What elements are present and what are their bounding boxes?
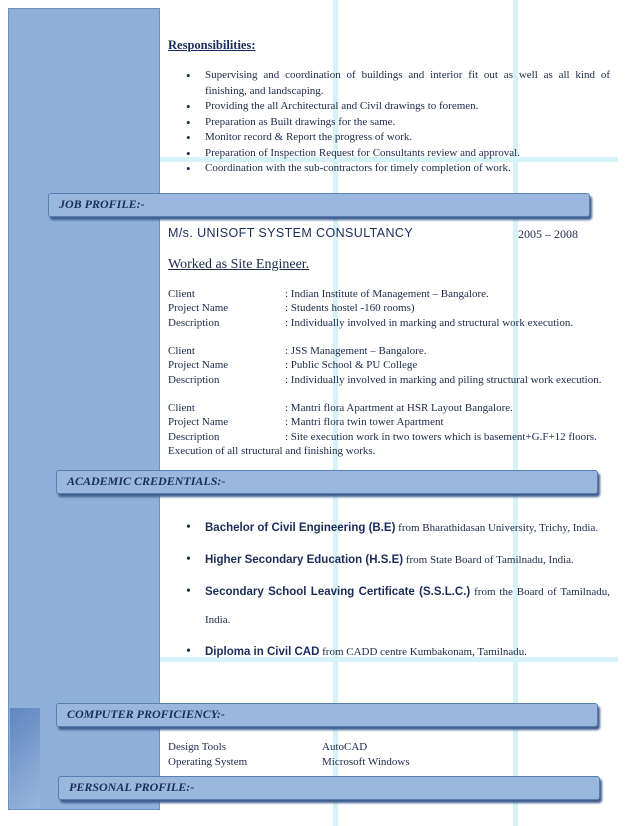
sidebar-panel [8,8,160,810]
employment-years: 2005 – 2008 [518,227,578,241]
field-value: : JSS Management – Bangalore. [285,345,427,357]
sidebar-fold [10,708,40,808]
field-label: Description [168,430,220,443]
section-title: PERSONAL PROFILE:- [69,780,195,794]
degree-detail: from Bharathidasan University, Trichy, India. [395,522,599,534]
company-name: M/s. UNISOFT SYSTEM CONSULTANCY [168,226,414,240]
degree-detail: from the Board of Tamilnadu, India. [205,586,610,626]
skill-label: Design Tools [168,741,227,753]
degree-name: Bachelor of Civil Engineering (B.E) [205,522,396,534]
field-label: Project Name [168,302,229,315]
education-list [168,514,610,666]
degree-detail: from State Board of Tamilnadu, India. [403,554,574,566]
skill-value: Microsoft Windows [322,756,410,768]
list-item [168,638,610,666]
list-item: • Coordination with the sub-contractors for timely completion of work. [168,161,610,177]
section-title: JOB PROFILE:- [59,197,145,211]
field-value: : Indian Institute of Management – Bangalore. [285,288,489,300]
field-value: : Site execution work in two towers which is basement+G.F+12 floors. [285,430,597,443]
field-label: Client [168,288,195,300]
degree-detail: from CADD centre Kumbakonam, Tamilnadu. [319,646,528,658]
job-role: Worked as Site Engineer. [168,257,310,272]
field-value: : Mantri flora twin tower Apartment [285,416,444,429]
field-value: : Students hostel -160 rooms) [285,302,415,315]
section-banner-job-profile [48,193,590,217]
degree-name: Higher Secondary Education (H.S.E) [205,554,404,566]
field-value: : Public School & PU College [285,359,418,372]
project-block [168,287,573,330]
field-label: Client [168,345,195,357]
skill-label: Operating System [168,756,248,768]
field-label: Project Name [168,416,229,429]
section-banner-academic [56,470,598,494]
skills-table [168,740,410,770]
list-item: • Preparation as Built drawings for the same. [168,115,610,131]
section-title: COMPUTER PROFICIENCY:- [67,707,225,721]
degree-name: Diploma in Civil CAD [205,646,320,658]
field-label: Project Name [168,359,229,372]
list-item [168,546,610,574]
section-banner-computer [56,703,598,727]
skill-value: AutoCAD [322,741,368,753]
degree-name: Secondary School Leaving Certificate (S.S.L.C.) [205,586,471,598]
list-item [168,514,610,542]
section-title: ACADEMIC CREDENTIALS:- [67,474,226,488]
field-label: Description [168,373,220,386]
list-item: • Monitor record & Report the progress of work. [168,130,610,146]
list-item: • Supervising and coordination of buildings and interior fit out as well as all kind of finishing, and landscaping. [168,68,610,99]
section-banner-personal [58,776,600,800]
list-item [168,578,610,634]
field-value: : Mantri flora Apartment at HSR Layout Bangalore. [285,402,513,414]
list-item: • Preparation of Inspection Request for Consultants review and approval. [168,146,610,162]
project-block [168,344,602,387]
responsibilities-list [168,68,610,177]
list-item: • Providing the all Architectural and Civil drawings to foremen. [168,99,610,115]
field-value: : Individually involved in marking and piling structural work execution. [285,373,602,386]
field-label: Client [168,402,195,414]
field-label: Description [168,316,220,329]
project-block [168,401,597,458]
field-value: : Individually involved in marking and structural work execution. [285,316,574,329]
project-note: Execution of all structural and finishing works. [168,444,376,457]
responsibilities-title: Responsibilities: [168,38,256,52]
